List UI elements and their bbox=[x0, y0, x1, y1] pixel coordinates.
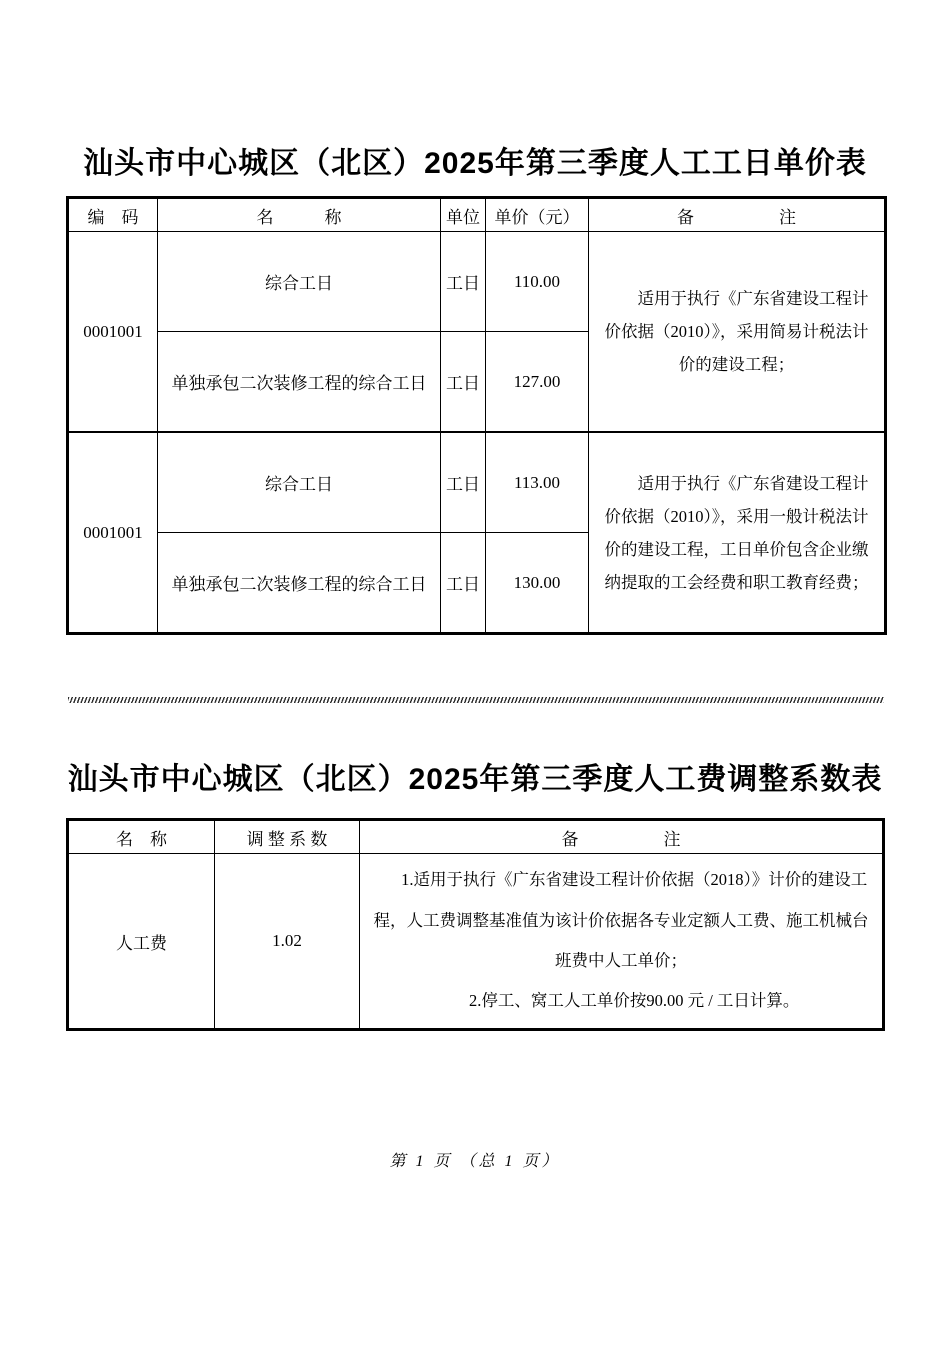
table-row bbox=[68, 432, 886, 533]
page-footer: 第 1 页 （总 1 页） bbox=[389, 1153, 561, 1170]
section-divider bbox=[68, 697, 884, 703]
table1-header-price: 单价（元） bbox=[486, 198, 589, 232]
remark-paragraph: 1.适用于执行《广东省建设工程计价依据（2018）》计价的建设工程，人工费调整基准值为该计价依据各专业定额人工费、施工机械台班费中人工单价； bbox=[373, 870, 869, 970]
unit-cell: 工日 bbox=[441, 432, 486, 533]
table1-title: 汕头市中心城区（北区）2025年第三季度人工工日单价表 bbox=[83, 147, 867, 180]
name-cell: 单独承包二次装修工程的综合工日 bbox=[158, 332, 441, 433]
coefficient-cell: 1.02 bbox=[215, 854, 360, 1030]
table2-header-coefficient: 调 整 系 数 bbox=[215, 820, 360, 854]
table1-header-remark: 备 注 bbox=[589, 198, 886, 232]
code-cell: 0001001 bbox=[68, 432, 158, 634]
name-cell: 综合工日 bbox=[158, 432, 441, 533]
price-cell: 130.00 bbox=[486, 533, 589, 634]
unit-cell: 工日 bbox=[441, 232, 486, 332]
price-cell: 127.00 bbox=[486, 332, 589, 433]
table1-header-name: 名 称 bbox=[158, 198, 441, 232]
remark-paragraph: 2.停工、窝工人工单价按90.00 元 / 工日计算。 bbox=[468, 991, 800, 1011]
remark-text: 适用于执行《广东省建设工程计价依据（2010）》，采用一般计税法计价的建设工程，工日单价包含企业缴纳提取的工会经费和职工教育经费； bbox=[604, 473, 869, 592]
table2-title: 汕头市中心城区（北区）2025年第三季度人工费调整系数表 bbox=[67, 763, 883, 796]
table1-header-code: 编 码 bbox=[68, 198, 158, 232]
price-cell: 110.00 bbox=[486, 232, 589, 332]
name-cell: 单独承包二次装修工程的综合工日 bbox=[158, 533, 441, 634]
name-cell: 人工费 bbox=[68, 854, 215, 1030]
remark-cell bbox=[360, 854, 884, 1030]
table-row bbox=[68, 232, 886, 332]
unit-cell: 工日 bbox=[441, 332, 486, 433]
unit-cell: 工日 bbox=[441, 533, 486, 634]
table1-header-row bbox=[68, 198, 886, 232]
remark-cell bbox=[589, 432, 886, 634]
labor-day-price-table bbox=[66, 196, 887, 635]
table-row bbox=[68, 854, 884, 1030]
remark-cell bbox=[589, 232, 886, 433]
labor-fee-coefficient-table bbox=[66, 818, 885, 1031]
name-cell: 综合工日 bbox=[158, 232, 441, 332]
remark-text: 适用于执行《广东省建设工程计价依据（2010）》，采用简易计税法计价的建设工程； bbox=[604, 289, 869, 374]
table1-header-unit: 单位 bbox=[441, 198, 486, 232]
price-cell: 113.00 bbox=[486, 432, 589, 533]
table2-header-row bbox=[68, 820, 884, 854]
table2-header-remark: 备 注 bbox=[360, 820, 884, 854]
code-cell: 0001001 bbox=[68, 232, 158, 433]
table2-header-name: 名 称 bbox=[68, 820, 215, 854]
